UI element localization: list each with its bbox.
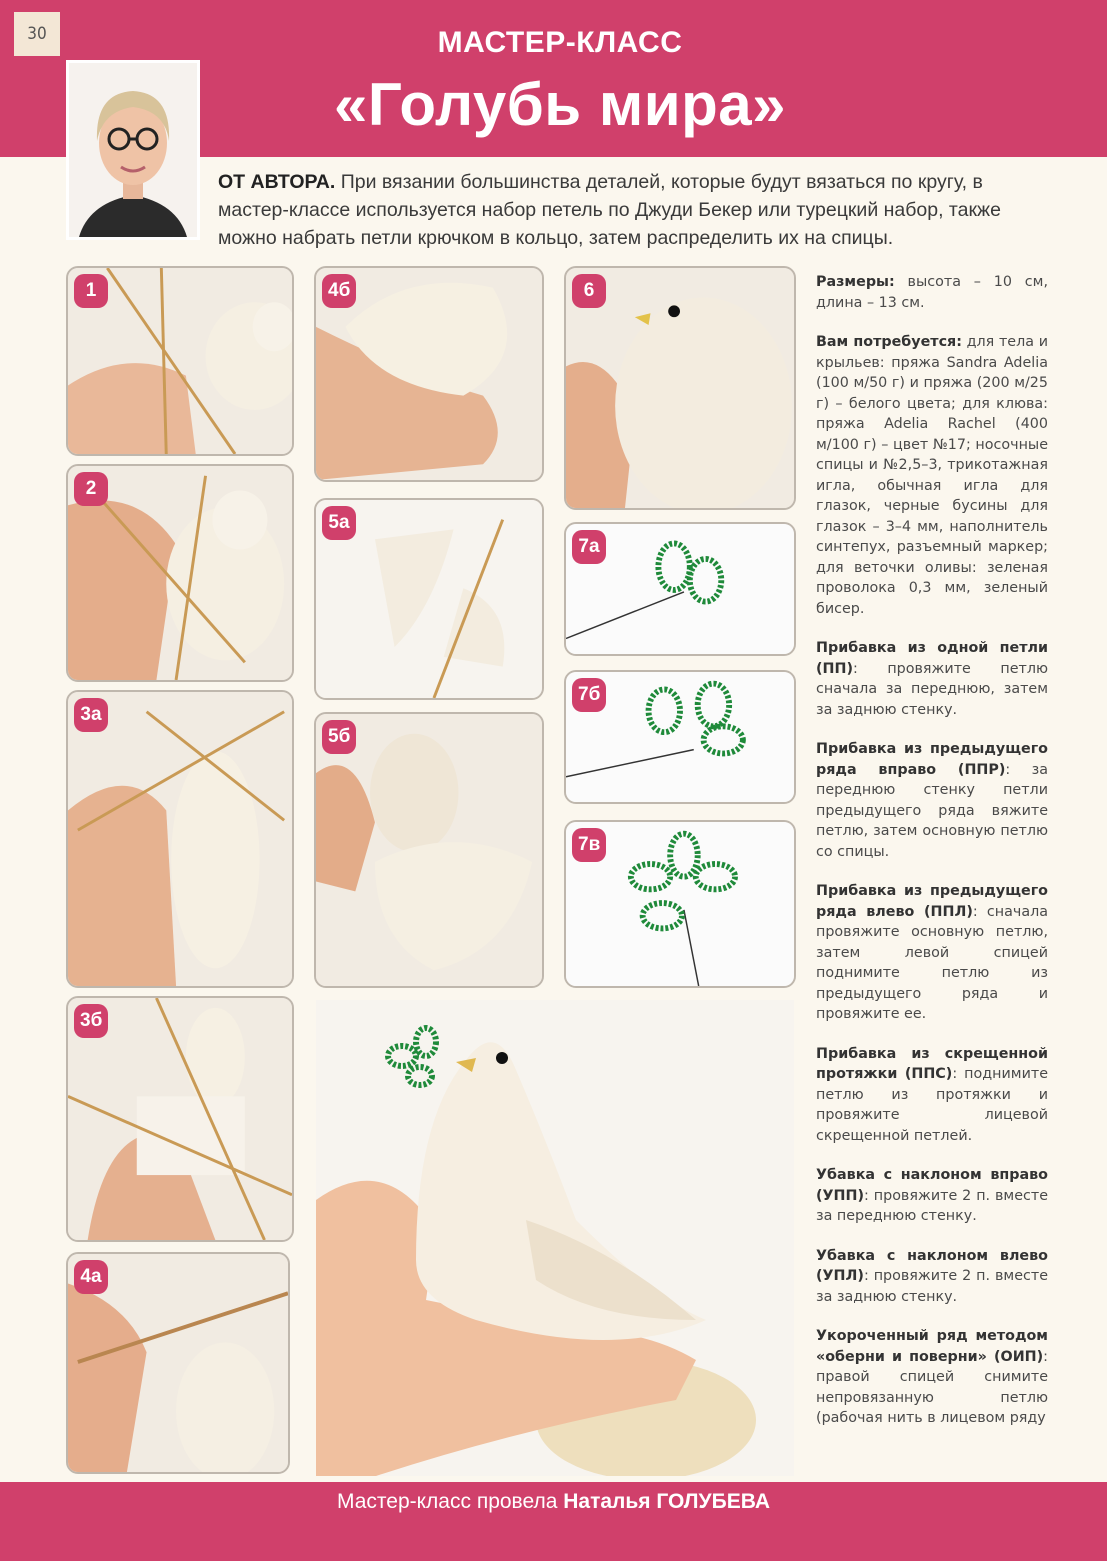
info-paragraph xyxy=(816,1326,1048,1429)
info-term: Укороченный ряд методом «оберни и поверни» (ОИП) xyxy=(816,1328,1048,1365)
section-kicker: МАСТЕР-КЛАСС xyxy=(437,26,683,59)
photo-sewing-wing-icon xyxy=(316,714,542,986)
step-tag: 7а xyxy=(572,530,606,564)
finished-dove-icon xyxy=(316,1000,794,1476)
info-term: Прибавка из одной петли (ПП) xyxy=(816,640,1048,677)
materials-and-abbreviations xyxy=(816,272,1048,1448)
info-text: : провяжите петлю сначала за переднюю, затем за заднюю стенку. xyxy=(816,660,1048,718)
info-term: Убавка с наклоном влево (УПЛ) xyxy=(816,1247,1048,1284)
step-photo-4a xyxy=(66,1252,290,1474)
info-text: : за переднюю стенку петли предыдущего ряда вяжите петлю, затем основную петлю со спицы. xyxy=(816,761,1048,860)
footer-prefix: Мастер-класс провела xyxy=(336,1490,564,1513)
step-photo-6 xyxy=(564,266,796,510)
footer-credit xyxy=(0,1490,1107,1514)
author-name: Наталья ГОЛУБЕВА xyxy=(563,1490,770,1513)
step-photo-7c xyxy=(564,820,796,988)
info-term: Прибавка из скрещенной протяжки (ППС) xyxy=(816,1045,1048,1082)
info-paragraph xyxy=(816,332,1048,619)
step-photo-5a xyxy=(314,498,544,700)
step-tag: 7в xyxy=(572,828,606,862)
page-title: «Голубь мира» xyxy=(333,71,787,138)
intro-text: При вязании большинства деталей, которые будут вязаться по кругу, в мастер-классе используется набор петель по Джуди Бекер или турецкий набор, также можно набрать петли крючком в кольцо, затем распределить их на спицы. xyxy=(218,171,1001,249)
step-photo-7b xyxy=(564,670,796,804)
step-photo-2 xyxy=(66,464,294,682)
info-term: Прибавка из предыдущего ряда влево (ППЛ) xyxy=(816,883,1048,920)
step-tag: 6 xyxy=(572,274,606,308)
step-photo-3a xyxy=(66,690,294,988)
step-tag: 3б xyxy=(74,1004,108,1038)
info-text: высота – 10 см, длина – 13 см. xyxy=(816,274,1048,311)
step-photo-7a xyxy=(564,522,796,656)
step-photo-4b xyxy=(314,266,544,482)
author-portrait xyxy=(66,60,200,240)
info-term: Размеры: xyxy=(816,274,895,290)
author-intro xyxy=(218,168,1038,252)
step-photo-1 xyxy=(66,266,294,456)
info-term: Убавка с наклоном вправо (УПП) xyxy=(816,1167,1048,1204)
photo-knitting-tail-icon xyxy=(68,692,292,986)
info-text: : провяжите 2 п. вместе за заднюю стенку. xyxy=(816,1268,1048,1305)
step-tag: 3а xyxy=(74,698,108,732)
step-tag: 1 xyxy=(74,274,108,308)
step-photo-3b xyxy=(66,996,294,1242)
step-tag: 7б xyxy=(572,678,606,712)
info-term: Прибавка из предыдущего ряда вправо (ППР) xyxy=(816,741,1048,778)
step-tag: 5а xyxy=(322,506,356,540)
info-text: : провяжите 2 п. вместе за переднюю стенку. xyxy=(816,1187,1048,1224)
info-text: : поднимите петлю из протяжки и провяжите лицевой скрещенной петлей. xyxy=(816,1066,1048,1144)
info-paragraph xyxy=(816,272,1048,313)
info-paragraph xyxy=(816,638,1048,720)
info-paragraph xyxy=(816,1246,1048,1308)
step-tag: 4б xyxy=(322,274,356,308)
page-number: 30 xyxy=(14,12,60,56)
info-paragraph xyxy=(816,1165,1048,1227)
info-paragraph xyxy=(816,1044,1048,1147)
step-tag: 2 xyxy=(74,472,108,506)
intro-lead: ОТ АВТОРА. xyxy=(218,171,336,193)
info-text: : правой спицей снимите непровязанную петлю (рабочая нить в лицевом ряду xyxy=(816,1348,1048,1426)
step-tag: 5б xyxy=(322,720,356,754)
info-term: Вам потребуется: xyxy=(816,334,962,350)
step-tag: 4а xyxy=(74,1260,108,1294)
info-text: : сначала провяжите основную петлю, затем левой спицей поднимите петлю из предыдущего ряда и провяжите ее. xyxy=(816,903,1048,1022)
info-paragraph xyxy=(816,739,1048,862)
step-photo-5b xyxy=(314,712,544,988)
info-text: для тела и крыльев: пряжа Sandra Adelia (100 м/50 г) и пряжа (200 м/25 г) – белого цвета; для клюва: пряжа Adelia Rachel (400 м/100 г) – цвет №17; носочные спицы и №2,5–3, трикотажная игла, обычная игла для глазок, черные бусины для глазок – 3–4 мм, наполнитель синтепух, разъемный маркер; для веточки оливы: зеленая проволока 0,3 мм, зеленый бисер. xyxy=(816,334,1048,617)
finished-dove-photo xyxy=(316,1000,794,1476)
info-paragraph xyxy=(816,881,1048,1025)
